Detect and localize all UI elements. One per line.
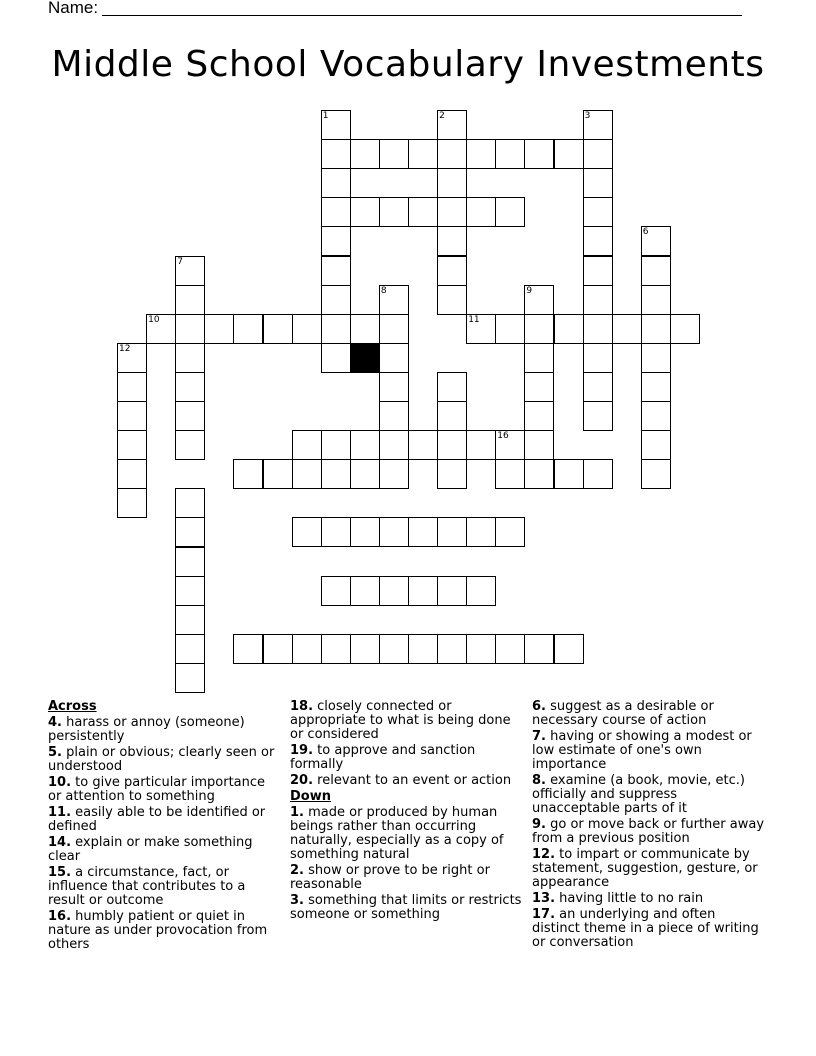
grid-cell[interactable] (321, 430, 351, 460)
grid-cell[interactable] (437, 372, 467, 402)
grid-cell[interactable] (495, 139, 525, 169)
grid-cell[interactable] (466, 314, 496, 344)
grid-cell[interactable] (524, 314, 554, 344)
grid-cell[interactable] (379, 372, 409, 402)
across-clue (290, 774, 522, 788)
grid-cell[interactable] (641, 226, 671, 256)
clue-label: 16. (48, 909, 72, 924)
grid-cell[interactable] (437, 168, 467, 198)
across-clue (48, 716, 280, 744)
grid-cell[interactable] (350, 634, 380, 664)
grid-cell[interactable] (437, 226, 467, 256)
grid-cell[interactable] (350, 430, 380, 460)
clue-label: 4. (48, 715, 62, 730)
clue-number: 10 (148, 314, 160, 325)
grid-cell[interactable] (379, 343, 409, 373)
grid-cell[interactable] (495, 634, 525, 664)
grid-cell[interactable] (117, 401, 147, 431)
grid-cell[interactable] (641, 256, 671, 286)
down-clue (532, 892, 764, 906)
clue-number: 6 (642, 227, 649, 238)
grid-cell[interactable] (583, 110, 613, 140)
grid-cell[interactable] (233, 634, 263, 664)
clue-text: an underlying and often distinct theme in a piece of writing or conversation (532, 907, 759, 950)
grid-cell[interactable] (583, 285, 613, 315)
grid-cell[interactable] (408, 517, 438, 547)
grid-cell[interactable] (146, 314, 176, 344)
clue-label: 8. (532, 773, 546, 788)
grid-cell[interactable] (350, 314, 380, 344)
clue-number: 2 (439, 111, 445, 121)
clue-number: 11 (468, 314, 480, 325)
grid-cell[interactable] (379, 314, 409, 344)
grid-cell[interactable] (437, 110, 467, 140)
clue-text: to impart or communicate by statement, suggestion, gesture, or appearance (532, 847, 758, 890)
grid-cell[interactable] (175, 605, 205, 635)
grid-cell[interactable] (321, 634, 351, 664)
clues-column-3 (532, 700, 764, 952)
grid-cell[interactable] (379, 634, 409, 664)
across-clue (48, 806, 280, 834)
across-heading: Across (48, 699, 97, 714)
clue-text: show or prove to be right or reasonable (290, 863, 490, 892)
down-clue (290, 864, 522, 892)
grid-cell[interactable] (350, 576, 380, 606)
grid-cell[interactable] (175, 517, 205, 547)
grid-cell[interactable] (466, 517, 496, 547)
grid-cell[interactable] (408, 197, 438, 227)
grid-cell[interactable] (524, 139, 554, 169)
grid-cell[interactable] (350, 139, 380, 169)
grid-cell[interactable] (583, 459, 613, 489)
clue-label: 10. (48, 775, 72, 790)
clue-text: humbly patient or quiet in nature as under provocation from others (48, 909, 268, 952)
grid-cell[interactable] (437, 256, 467, 286)
grid-cell[interactable] (583, 343, 613, 373)
grid-block (350, 343, 380, 373)
clue-label: 11. (48, 805, 72, 820)
grid-cell[interactable] (263, 634, 293, 664)
clue-text: to give particular importance or attention to something (48, 775, 266, 804)
grid-cell[interactable] (437, 430, 467, 460)
grid-cell[interactable] (350, 517, 380, 547)
clue-label: 9. (532, 817, 546, 832)
clue-text: a circumstance, fact, or influence that contributes to a result or outcome (48, 865, 246, 908)
grid-cell[interactable] (495, 314, 525, 344)
clue-label: 14. (48, 835, 72, 850)
clues-column-1 (48, 700, 280, 954)
clue-text: plain or obvious; clearly seen or understood (48, 745, 275, 774)
grid-cell[interactable] (321, 197, 351, 227)
clue-text: harass or annoy (someone) persistently (48, 715, 245, 744)
clue-label: 7. (532, 729, 546, 744)
grid-cell[interactable] (437, 401, 467, 431)
grid-cell[interactable] (466, 430, 496, 460)
grid-cell[interactable] (466, 197, 496, 227)
grid-cell[interactable] (379, 517, 409, 547)
grid-cell[interactable] (495, 197, 525, 227)
down-clue (532, 700, 764, 728)
grid-cell[interactable] (583, 226, 613, 256)
grid-cell[interactable] (641, 343, 671, 373)
clue-label: 15. (48, 865, 72, 880)
across-clue (48, 776, 280, 804)
grid-cell[interactable] (233, 314, 263, 344)
grid-cell[interactable] (175, 401, 205, 431)
grid-cell[interactable] (524, 459, 554, 489)
clue-label: 1. (290, 805, 304, 820)
grid-cell[interactable] (554, 139, 584, 169)
grid-cell[interactable] (175, 256, 205, 286)
clue-text: made or produced by human beings rather than occurring naturally, especially as a copy of something natural (290, 805, 504, 862)
grid-cell[interactable] (408, 139, 438, 169)
clue-number: 9 (526, 285, 533, 296)
grid-cell[interactable] (466, 634, 496, 664)
across-clue (290, 700, 522, 742)
grid-cell[interactable] (292, 634, 322, 664)
grid-cell[interactable] (437, 197, 467, 227)
grid-cell[interactable] (554, 634, 584, 664)
grid-cell[interactable] (175, 343, 205, 373)
across-clue (48, 746, 280, 774)
grid-cell[interactable] (321, 139, 351, 169)
grid-cell[interactable] (612, 314, 642, 344)
clue-label: 3. (290, 893, 304, 908)
grid-cell[interactable] (350, 459, 380, 489)
grid-cell[interactable] (350, 197, 380, 227)
grid-cell[interactable] (437, 517, 467, 547)
down-clue (532, 908, 764, 950)
down-clue (532, 818, 764, 846)
grid-cell[interactable] (263, 314, 293, 344)
clue-number: 8 (380, 285, 387, 296)
clue-text: go or move back or further away from a previous position (532, 817, 765, 846)
grid-cell[interactable] (670, 314, 700, 344)
grid-cell[interactable] (379, 459, 409, 489)
grid-cell[interactable] (524, 634, 554, 664)
clue-text: examine (a book, movie, etc.) officially and suppress unacceptable parts of it (532, 773, 745, 816)
grid-cell[interactable] (554, 314, 584, 344)
grid-cell[interactable] (583, 139, 613, 169)
grid-cell[interactable] (379, 139, 409, 169)
clue-text: suggest as a desirable or necessary course of action (532, 699, 714, 728)
clue-number: 16 (497, 431, 509, 442)
grid-cell[interactable] (437, 139, 467, 169)
grid-cell[interactable] (408, 634, 438, 664)
across-clue (48, 910, 280, 952)
grid-cell[interactable] (583, 197, 613, 227)
clue-number: 3 (584, 111, 591, 121)
clue-label: 2. (290, 863, 304, 878)
grid-cell[interactable] (204, 314, 234, 344)
down-clue (532, 730, 764, 772)
grid-cell[interactable] (641, 430, 671, 460)
down-heading: Down (290, 789, 331, 804)
grid-cell[interactable] (321, 110, 351, 140)
grid-cell[interactable] (437, 459, 467, 489)
grid-cell[interactable] (379, 576, 409, 606)
grid-cell[interactable] (175, 285, 205, 315)
grid-cell[interactable] (175, 488, 205, 518)
grid-cell[interactable] (524, 285, 554, 315)
grid-cell[interactable] (583, 168, 613, 198)
grid-cell[interactable] (321, 343, 351, 373)
clue-text: having or showing a modest or low estimate of one's own importance (532, 729, 752, 772)
grid-cell[interactable] (175, 547, 205, 577)
clues-column-2 (290, 700, 522, 924)
grid-cell[interactable] (117, 343, 147, 373)
grid-cell[interactable] (554, 459, 584, 489)
grid-cell[interactable] (583, 401, 613, 431)
across-clue (48, 866, 280, 908)
grid-cell[interactable] (292, 517, 322, 547)
grid-cell[interactable] (641, 401, 671, 431)
grid-cell[interactable] (321, 168, 351, 198)
grid-cell[interactable] (524, 430, 554, 460)
grid-cell[interactable] (524, 372, 554, 402)
grid-cell[interactable] (437, 634, 467, 664)
clue-label: 18. (290, 699, 314, 714)
grid-cell[interactable] (408, 430, 438, 460)
clue-label: 19. (290, 743, 314, 758)
clue-text: easily able to be identified or defined (48, 805, 266, 834)
grid-cell[interactable] (641, 285, 671, 315)
grid-cell[interactable] (583, 372, 613, 402)
grid-cell[interactable] (117, 459, 147, 489)
grid-cell[interactable] (495, 459, 525, 489)
clue-text: something that limits or restricts someone or something (290, 893, 522, 922)
clue-text: relevant to an event or action (313, 773, 512, 788)
name-label: Name: (48, 0, 99, 17)
grid-cell[interactable] (379, 430, 409, 460)
clue-number: 12 (119, 343, 131, 354)
across-clue (290, 744, 522, 772)
down-clue (532, 774, 764, 816)
grid-cell[interactable] (495, 430, 525, 460)
clue-label: 6. (532, 699, 546, 714)
grid-cell[interactable] (292, 459, 322, 489)
clue-label: 12. (532, 847, 556, 862)
grid-cell[interactable] (321, 517, 351, 547)
down-clue (290, 894, 522, 922)
grid-cell[interactable] (117, 488, 147, 518)
grid-cell[interactable] (321, 576, 351, 606)
grid-cell[interactable] (175, 634, 205, 664)
grid-cell[interactable] (263, 459, 293, 489)
clue-text: to approve and sanction formally (290, 743, 476, 772)
grid-cell[interactable] (321, 226, 351, 256)
clue-text: closely connected or appropriate to what is being done or considered (290, 699, 511, 742)
grid-cell[interactable] (524, 343, 554, 373)
grid-cell[interactable] (583, 314, 613, 344)
clue-label: 13. (532, 891, 556, 906)
grid-cell[interactable] (321, 459, 351, 489)
grid-cell[interactable] (466, 139, 496, 169)
grid-cell[interactable] (292, 430, 322, 460)
grid-cell[interactable] (175, 663, 205, 693)
grid-cell[interactable] (321, 285, 351, 315)
grid-cell[interactable] (321, 314, 351, 344)
clue-label: 5. (48, 745, 62, 760)
grid-cell[interactable] (321, 256, 351, 286)
grid-cell[interactable] (175, 430, 205, 460)
down-clue (532, 848, 764, 890)
down-clue (290, 806, 522, 862)
grid-cell[interactable] (583, 256, 613, 286)
grid-cell[interactable] (175, 576, 205, 606)
clue-label: 20. (290, 773, 314, 788)
across-clue (48, 836, 280, 864)
grid-cell[interactable] (175, 314, 205, 344)
grid-cell[interactable] (641, 372, 671, 402)
grid-cell[interactable] (408, 576, 438, 606)
clue-label: 17. (532, 907, 556, 922)
clue-number: 1 (322, 111, 329, 121)
grid-cell[interactable] (292, 314, 322, 344)
grid-cell[interactable] (495, 517, 525, 547)
grid-cell[interactable] (641, 459, 671, 489)
grid-cell[interactable] (117, 372, 147, 402)
grid-cell[interactable] (175, 372, 205, 402)
grid-cell[interactable] (437, 576, 467, 606)
grid-cell[interactable] (233, 459, 263, 489)
clue-text: explain or make something clear (48, 835, 253, 864)
grid-cell[interactable] (379, 285, 409, 315)
clue-number: 7 (177, 256, 183, 267)
grid-cell[interactable] (641, 314, 671, 344)
grid-cell[interactable] (379, 401, 409, 431)
page-title: Middle School Vocabulary Investments (51, 44, 765, 85)
clue-text: having little to no rain (555, 891, 704, 906)
grid-cell[interactable] (524, 401, 554, 431)
grid-cell[interactable] (466, 576, 496, 606)
grid-cell[interactable] (117, 430, 147, 460)
grid-cell[interactable] (379, 197, 409, 227)
grid-cell[interactable] (437, 285, 467, 315)
